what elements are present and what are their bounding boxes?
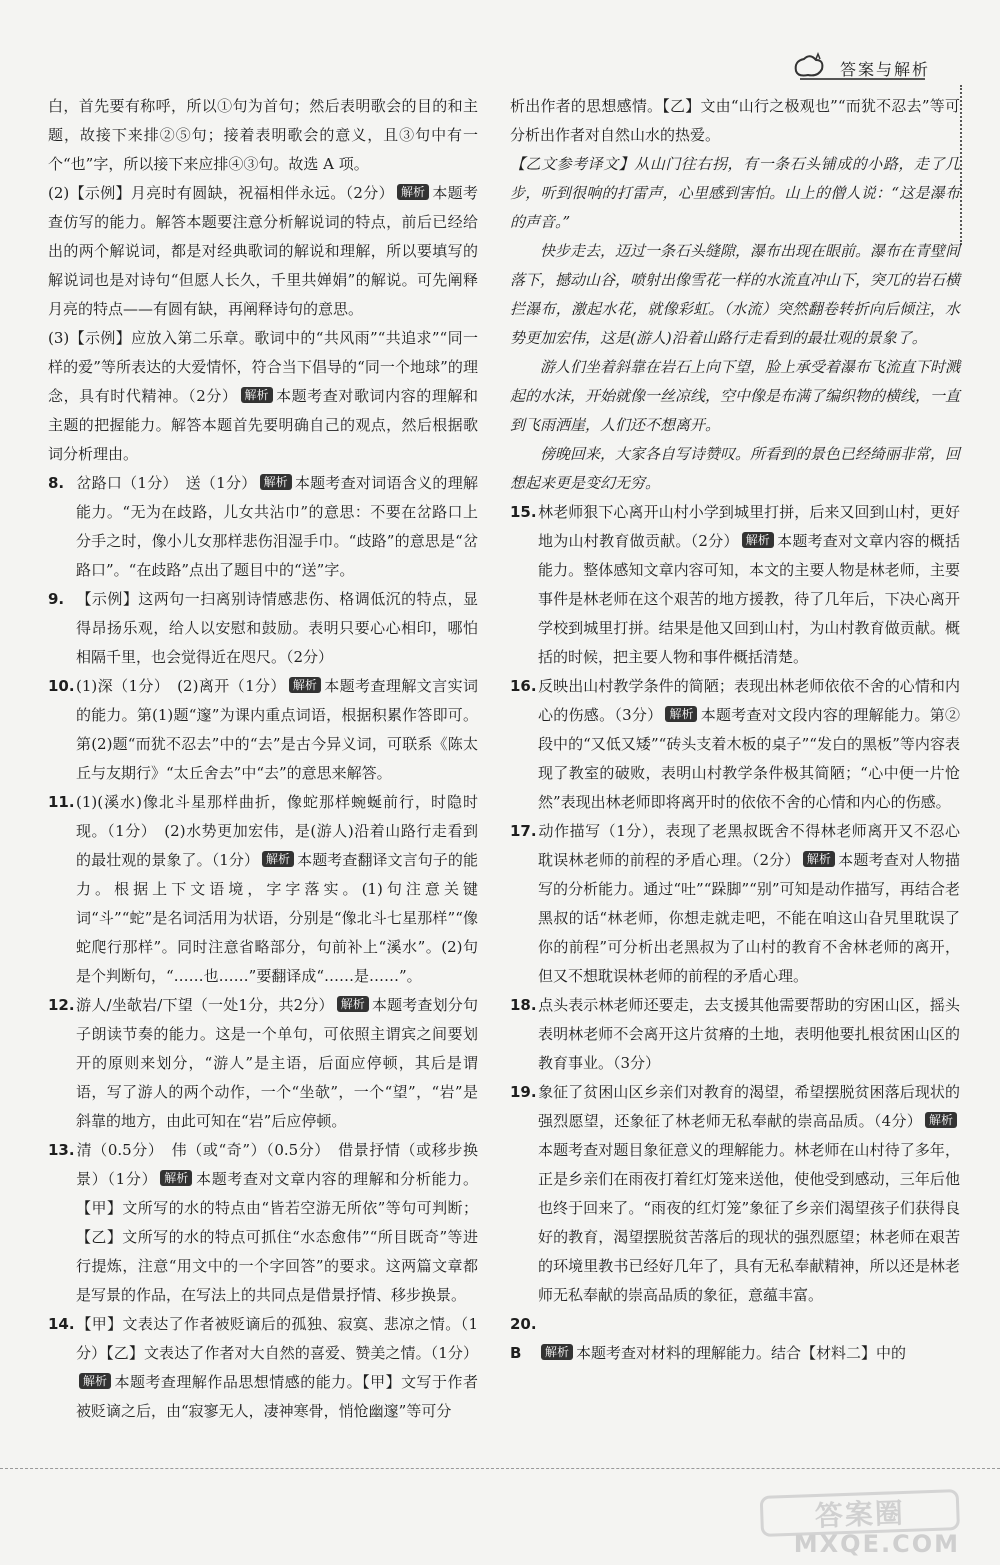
- answer-item: [510, 817, 960, 991]
- answer-text: (3)【示例】应放入第二乐章。歌词中的“共风雨”“共追求”“同一样的爱”等所表达的大爱情怀，符合当下倡导的“同一个地球”的理念，具有时代精神。（2分）: [48, 329, 478, 405]
- question-number: 8.: [48, 474, 65, 492]
- answer-item: [48, 1136, 478, 1310]
- question-number: 14.: [48, 1315, 75, 1333]
- analysis-text: 本题考查对人物描写的分析能力。通过“吐”“跺脚”“别”可知是动作描写，再结合老黑叔的话“林老师，你想走就走吧，不能在咱这山旮旯里耽误了你的前程”可分析出老黑叔为了山村的教育不舍林老师的离开，但又不想耽误林老师的前程的矛盾心理。: [538, 851, 960, 985]
- paragraph: [510, 440, 960, 498]
- analysis-text: 本题考查对文章内容的理解和分析能力。【甲】文所写的水的特点由“皆若空游无所依”等句可判断；【乙】文所写的水的特点可抓住“水态愈伟”“所目既奇”等进行提炼，注意“用文中的一个字回答”的要求。这两篇文章都是写景的作品，在写法上的共同点是借景抒情、移步换景。: [76, 1170, 478, 1304]
- analysis-tag: 解析: [665, 706, 697, 722]
- analysis-tag: 解析: [260, 474, 292, 490]
- answer-item: [48, 991, 478, 1136]
- answer-item: [510, 991, 960, 1078]
- header-rule: [800, 78, 925, 80]
- answer-text: 反映出山村教学条件的简陋；表现出林老师依依不舍的心情和内心的伤感。（3分）: [538, 677, 960, 724]
- analysis-tag: 解析: [803, 851, 835, 867]
- decorative-dotted-line: [960, 85, 964, 245]
- answer-text: 【甲】文表达了作者被贬谪后的孤独、寂寞、悲凉之情。（1分）【乙】文表达了作者对大自然的喜爱、赞美之情。（1分）: [76, 1315, 478, 1362]
- answer-text: 岔路口（1分） 送（1分）: [76, 474, 257, 492]
- answer-text: (1)(溪水)像北斗星那样曲折，像蛇那样蜿蜒前行，时隐时现。（1分） (2)水势更加宏伟，是(游人)沿着山路行走看到的最壮观的景象了。（1分）: [76, 793, 478, 869]
- answer-item: [510, 1310, 960, 1368]
- answer-item: [510, 498, 960, 672]
- paragraph-text: 游人们坐着斜靠在岩石上向下望，脸上承受着瀑布飞流直下时溅起的水沫，开始就像一丝凉线，空中像是布满了编织物的横线，一直到飞雨洒崖，人们还不想离开。: [510, 358, 961, 434]
- question-number: 9.: [48, 590, 65, 608]
- watermark-url: MXQE.COM: [793, 1530, 960, 1558]
- paragraph-text: 傍晚回来，大家各自写诗赞叹。所看到的景色已经绮丽非常，回想起来更是变幻无穷。: [510, 445, 961, 492]
- question-number: 12.: [48, 996, 75, 1014]
- analysis-tag: 解析: [241, 387, 273, 403]
- analysis-text: 本题考查对词语含义的理解能力。“无为在歧路，儿女共沾巾”的意思：不要在岔路口上分手之时，像小儿女那样悲伤泪湿手巾。“歧路”的意思是“岔路口”。“在歧路”点出了题目中的“送”字。: [76, 474, 478, 579]
- answer-text: 【示例】这两句一扫离别诗情感悲伤、格调低沉的特点，显得昂扬乐观，给人以安慰和鼓励。表明只要心心相印，哪怕相隔千里，也会觉得近在咫尺。（2分）: [76, 590, 478, 666]
- answer-text: 清（0.5分） 伟（或“奇”）（0.5分） 借景抒情（或移步换景）（1分）: [76, 1141, 478, 1188]
- analysis-tag: 解析: [925, 1112, 957, 1128]
- answer-text: (1)深（1分） (2)离开（1分）: [76, 677, 286, 695]
- paragraph: [48, 179, 478, 324]
- paragraph-text: 白，首先要有称呼，所以①句为首句；然后表明歌会的目的和主题，故接下来排②⑤句；接着表明歌会的意义，且③句中有一个“也”字，所以接下来应排④③句。故选 A 项。: [48, 97, 478, 173]
- analysis-text: 本题考查理解作品思想情感的能力。【甲】文写于作者被贬谪之后，由“寂寥无人，凄神寒骨，悄怆幽邃”等可分: [76, 1373, 478, 1420]
- svg-text:答案圈: 答案圈: [814, 1496, 906, 1533]
- header-title: 答案与解析: [839, 59, 930, 79]
- answer-text: 游人/坐欹岩/下望（一处1分，共2分）: [76, 996, 334, 1014]
- paragraph: [48, 324, 478, 469]
- paragraph: [510, 150, 960, 237]
- answer-text: 点头表示林老师还要走，去支援其他需要帮助的穷困山区，摇头表明林老师不会离开这片贫瘠的土地，表明他要扎根贫困山区的教育事业。（3分）: [538, 996, 960, 1072]
- analysis-tag: 解析: [79, 1373, 111, 1389]
- right-column: [510, 92, 960, 1368]
- analysis-tag: 解析: [742, 532, 774, 548]
- analysis-tag: 解析: [262, 851, 294, 867]
- answer-item: [48, 1310, 478, 1426]
- analysis-text: 本题考查对题目象征意义的理解能力。林老师在山村待了多年，正是乡亲们在雨夜打着红灯笼来送他，使他受到感动，三年后他也终于回来了。“雨夜的红灯笼”象征了乡亲们渴望孩子们获得良好的教育，渴望摆脱贫苦落后的现状的强烈愿望；林老师在艰苦的环境里教书已经好几年了，具有无私奉献精神，所以还是林老师无私奉献的崇高品质的象征，意蕴丰富。: [538, 1141, 960, 1304]
- analysis-tag: 解析: [160, 1170, 192, 1186]
- question-number: 19.: [510, 1083, 537, 1101]
- paragraph-text: 快步走去，迈过一条石头缝隙，瀑布出现在眼前。瀑布在青壁间落下，撼动山谷，喷射出像雪花一样的水流直冲山下，突兀的岩石横拦瀑布，激起水花，就像彩虹。（水流）突然翻卷转折向后倾注，水势更加宏伟，这是(游人)沿着山路行走看到的最壮观的景象了。: [510, 242, 961, 347]
- analysis-text: 本题考查对文章内容的概括能力。整体感知文章内容可知，本文的主要人物是林老师，主要事件是林老师在这个艰苦的地方援教，待了几年后，下决心离开学校到城里打拼。结果是他又回到山村，为山村教育做贡献。概括的时候，把主要人物和事件概括清楚。: [538, 532, 960, 666]
- paragraph-text: 析出作者的思想感情。【乙】文由“山行之极观也”“而犹不忍去”等可分析出作者对自然山水的热爱。: [510, 97, 960, 144]
- paragraph: [510, 237, 960, 353]
- analysis-text: 本题考查对材料的理解能力。结合【材料二】中的: [576, 1344, 907, 1362]
- answer-text: (2)【示例】月亮时有圆缺，祝福相伴永远。（2分）: [48, 184, 394, 202]
- question-number: 17.: [510, 822, 537, 840]
- page-header: [790, 48, 930, 88]
- answer-item: [510, 1078, 960, 1310]
- analysis-tag: 解析: [541, 1344, 573, 1360]
- question-number: 13.: [48, 1141, 75, 1159]
- analysis-tag: 解析: [289, 677, 321, 693]
- answer-item: [48, 469, 478, 585]
- analysis-text: 本题考查对文段内容的理解能力。第②段中的“又低又矮”“砖头支着木板的桌子”“发白的黑板”等内容表现了教室的破败，表明山村教学条件极其简陋；“心中便一片怆然”表现出林老师即将离开时的依依不舍的心情和内心的伤感。: [538, 706, 960, 811]
- paragraph-text: 【乙文参考译文】从山门往右拐，有一条石头铺成的小路，走了几步，听到很响的打雷声，心里感到害怕。山上的僧人说：“这是瀑布的声音。”: [510, 155, 960, 231]
- answer-text: 象征了贫困山区乡亲们对教育的渴望，希望摆脱贫困落后现状的强烈愿望，还象征了林老师无私奉献的崇高品质。（4分）: [538, 1083, 960, 1130]
- question-number: 10.: [48, 677, 75, 695]
- analysis-text: 本题考查划分句子朗读节奏的能力。这是一个单句，可依照主谓宾之间要划开的原则来划分，“游人”是主语，后面应停顿，其后是谓语，写了游人的两个动作，一个“坐欹”，一个“望”，“岩”是斜靠的地方，由此可知在“岩”后应停顿。: [76, 996, 478, 1130]
- answer-item: [510, 672, 960, 817]
- answer-text: 林老师狠下心离开山村小学到城里打拼，后来又回到山村，更好地为山村教育做贡献。（2分）: [538, 503, 960, 550]
- answer-item: [48, 672, 478, 788]
- question-number: 16.: [510, 677, 537, 695]
- analysis-text: 本题考查仿写的能力。解答本题要注意分析解说词的特点，前后已经给出的两个解说词，都是对经典歌词的解说和理解，所以要填写的解说词也是对诗句“但愿人长久，千里共婵娟”的解说。可先阐释月亮的特点——有圆有缺，再阐释诗句的意思。: [48, 184, 478, 318]
- footer-line: [0, 1468, 1000, 1473]
- question-number: 20. B: [510, 1315, 537, 1362]
- analysis-tag: 解析: [397, 184, 429, 200]
- question-number: 15.: [510, 503, 537, 521]
- answer-text: 动作描写（1分），表现了老黑叔既舍不得林老师离开又不忍心耽误林老师的前程的矛盾心理。（2分）: [538, 822, 960, 869]
- paragraph: [510, 92, 960, 150]
- paragraph: [510, 353, 960, 440]
- analysis-text: 本题考查理解文言实词的能力。第(1)题“邃”为课内重点词语，根据积累作答即可。第(2)题“而犹不忍去”中的“去”是古今异义词，可联系《陈太丘与友期行》“太丘舍去”中“去”的意思来解答。: [76, 677, 478, 782]
- question-number: 18.: [510, 996, 537, 1014]
- analysis-tag: 解析: [337, 996, 369, 1012]
- analysis-text: 本题考查对歌词内容的理解和主题的把握能力。解答本题首先要明确自己的观点，然后根据歌词分析理由。: [48, 387, 478, 463]
- paragraph: [48, 92, 478, 179]
- answer-item: [48, 585, 478, 672]
- left-column: [48, 92, 478, 1426]
- answer-item: [48, 788, 478, 991]
- question-number: 11.: [48, 793, 75, 811]
- analysis-text: 本题考查翻译文言句子的能力。根据上下文语境，字字落实。(1)句注意关键词“斗”“蛇”是名词活用为状语，分别是“像北斗七星那样”“像蛇爬行那样”。同时注意省略部分，句前补上“溪水”。(2)句是个判断句，“……也……”要翻译成“……是……”。: [76, 851, 478, 985]
